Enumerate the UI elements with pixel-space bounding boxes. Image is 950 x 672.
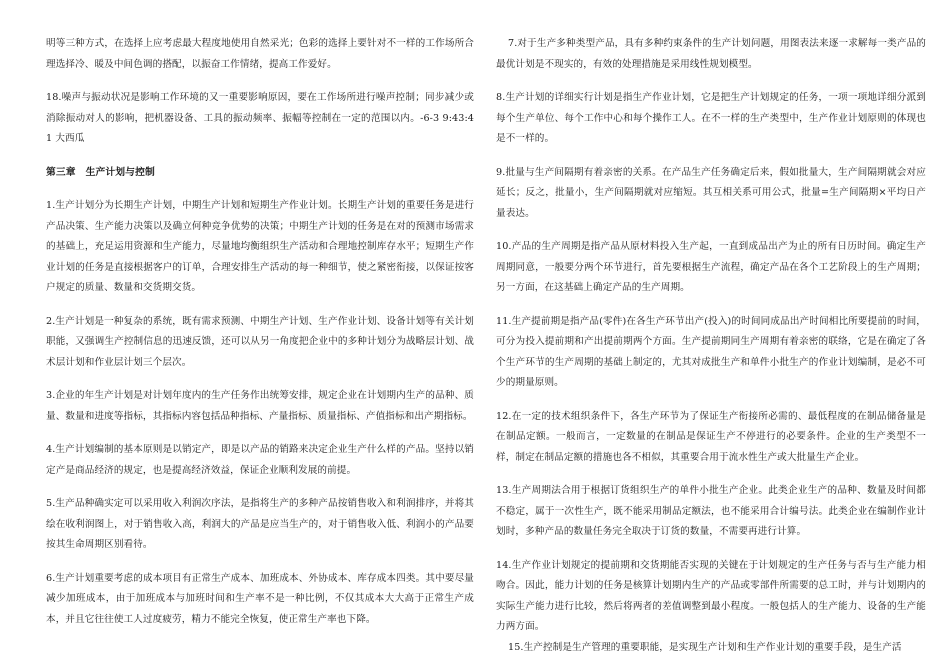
paragraph-8: 8.生产计划的详细实行计划是指生产作业计划，它是把生产计划规定的任务，一项一项地详细分派到每个生产单位、每个工作中心和每个操作工人。在不一样的生产类型中，生产作业计划原则的体现也是不一样的。 bbox=[496, 92, 926, 144]
paragraph-2: 2.生产计划是一种复杂的系统，既有需求预测、中期生产计划、生产作业计划、设备计划等有关计划职能，又强调生产控制信息的迅速反馈，还可以从另一角度把企业中的多种计划分为战略层计划、战术层计划和作业层计划三个层次。 bbox=[46, 315, 474, 368]
paragraph-13: 13.生产周期法合用于根据订货组织生产的单件小批生产企业。此类企业生产的品种、数量及时间都不稳定，属于一次性生产，既不能采用制品定额法，也不能采用合计编号法。此类企业在编制作业计划时，多种产品的数量任务完全取决于订货的数量，不需要再进行计算。 bbox=[496, 485, 926, 537]
paragraph-12: 12.在一定的技术组织条件下，各生产环节为了保证生产衔接所必需的、最低程度的在制品储备量是在制品定额。一般而言，一定数量的在制品是保证生产不停进行的必要条件。企业的生产类型不一样，制定在制品定额的措施也各不相似，其重要合用于流水性生产或大批量生产企业。 bbox=[496, 410, 926, 463]
chapter-heading: 第三章 生产计划与控制 bbox=[46, 166, 155, 178]
paragraph-10: 10.产品的生产周期是指产品从原材料投入生产起，一直到成品出产为止的所有日历时间。确定生产周期同意，一般要分两个环节进行，首先要根据生产流程，确定产品在各个工艺阶段上的生产周期；另一方面，在这基础上确定产品的生产周期。 bbox=[496, 241, 926, 293]
paragraph-11: 11.生产提前期是指产品(零件)在各生产环节出产(投入)的时间同成品出产时间相比所要提前的时间，可分为投入提前期和产出提前期两个方面。生产提前期同生产周期有着亲密的联络，它是在确定了各个生产环节的生产周期的基础上制定的，尤其对成批生产和单件小批生产的作业计划编制，是必不可少的期量原则。 bbox=[496, 315, 926, 388]
paragraph-6: 6.生产计划重要考虑的成本项目有正常生产成本、加班成本、外协成本、库存成本四类。其中要尽量减少加班成本，由于加班成本与加班时间和生产率不是一种比例，不仅其成本大大高于正常生产成本，并且它往往使工人过度疲劳，精力不能完全恢复，使正常生产率也下降。 bbox=[46, 572, 474, 625]
paragraph-5: 5.生产品种确实定可以采用收入利润次序法，是指将生产的多种产品按销售收入和利润排序，并将其绘在收利润图上，对于销售收入高，利润大的产品是应当生产的，对于销售收入低、利润小的产品要按其生命周期区别看待。 bbox=[46, 498, 474, 550]
paragraph-9: 9.批量与生产间隔期有着亲密的关系。在产品生产任务确定后来，假如批量大，生产间隔期就会对应延长；反之，批量小，生产间隔期就对应缩短。其互相关系可用公式，批量=生产间隔期×平均日产量表达。 bbox=[496, 166, 926, 219]
paragraph-1: 1.生产计划分为长期生产计划，中期生产计划和短期生产作业计划。长期生产计划的重要任务是进行产品决策、生产能力决策以及确立何种竞争优势的决策；中期生产计划的任务是在对的预测市场需求的基础上，充足运用资源和生产能力，尽量地均衡组织生产活动和合理地控制库存水平；短期生产作业计划的任务是直接根据客户的订单，合理安排生产活动的每一种细节，使之紧密衔接，以保证按客户规定的质量、数量和交货期交货。 bbox=[46, 200, 474, 293]
paragraph-14: 14.生产作业计划规定的提前期和交货期能否实现的关键在于计划规定的生产任务与否与生产能力相吻合。因此，能力计划的任务是核算计划期内生产的产品或零部件所需要的总工时，并与计划期内的实际生产能力进行比较，然后将两者的差值调整到最小程度。一般包括人的生产能力、设备的生产能力两方面。 bbox=[496, 559, 926, 632]
paragraph-18-noise-vibration: 18.噪声与振动状况是影响工作环境的又一重要影响原因，要在工作场所进行噪声控制；同步减少或消除振动对人的影响，把机器设备、工具的振动频率、振幅等控制在一定的范围以内。-6-3 9:43:41 大西瓜 bbox=[46, 92, 474, 144]
paragraph-4: 4.生产计划编制的基本原则是以销定产，即是以产品的销路来决定企业生产什么样的产品。坚持以销定产是商品经济的规定，也是提高经济效益，保证企业顺利发展的前提。 bbox=[46, 444, 474, 476]
paragraph-7: 7.对于生产多种类型产品，具有多种约束条件的生产计划问题，用图表法来逐一求解每一类产品的最优计划是不现实的，有效的处理措施是采用线性规划模型。 bbox=[496, 38, 926, 70]
right-column bbox=[496, 34, 926, 658]
paragraph-3: 3.企业的年生产计划是对计划年度内的生产任务作出统筹安排，规定企业在计划期内生产的品种、质量、数量和进度等指标，其指标内容包括品种指标、产量指标、质量指标、产值指标和出产期指标。 bbox=[46, 390, 474, 422]
left-column bbox=[46, 34, 474, 630]
paragraph-lighting-color: 明等三种方式，在选择上应考虑最大程度地使用自然采光；色彩的选择上要针对不一样的工作场所合理选择冷、暖及中间色调的搭配，以振奋工作情绪，提高工作爱好。 bbox=[46, 38, 474, 70]
paragraph-15: 15.生产控制是生产管理的重要职能，是实现生产计划和生产作业计划的重要手段，是生产活 bbox=[508, 641, 902, 653]
